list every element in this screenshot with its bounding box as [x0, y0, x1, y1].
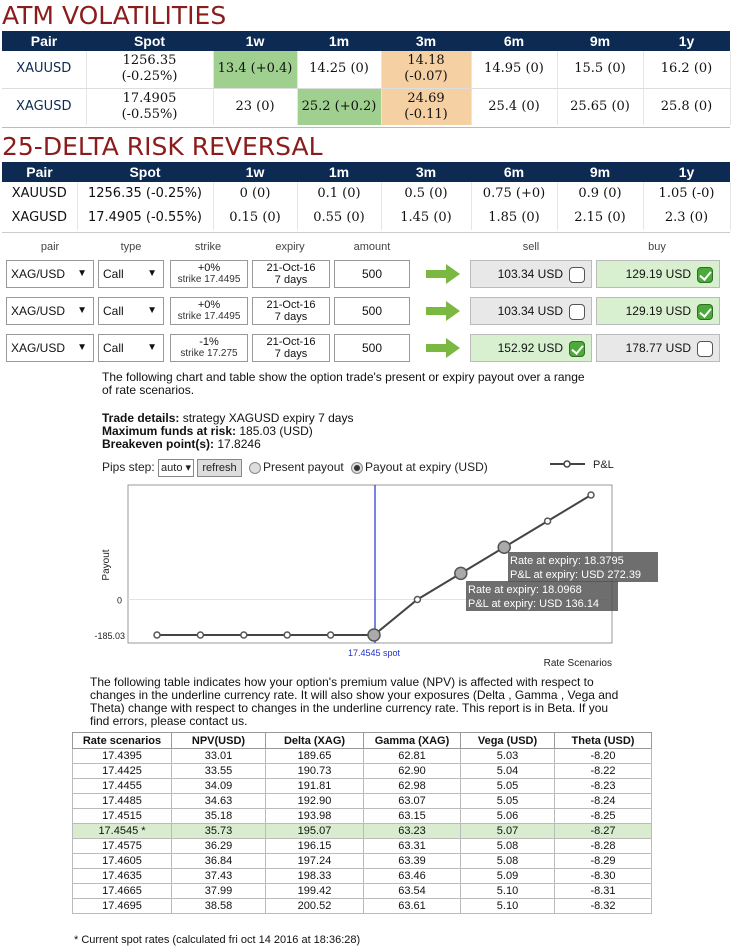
- table-cell: 5.10: [461, 899, 555, 914]
- rr-cell: 2.15 (0): [557, 206, 643, 230]
- buy-price-button[interactable]: 178.77 USD: [596, 334, 720, 362]
- table-row: [2, 88, 730, 125]
- table-cell: 5.06: [461, 809, 555, 824]
- table-cell: -8.25: [555, 809, 652, 824]
- tooltip-line: P&L at expiry: USD 136.14: [468, 598, 600, 610]
- data-point: [368, 629, 380, 641]
- table-row: [73, 869, 652, 884]
- rr-cell: 0.5 (0): [381, 182, 471, 206]
- order-row: [6, 260, 726, 290]
- data-point: [498, 541, 510, 553]
- col-header: 1y: [643, 162, 730, 182]
- data-point: [545, 518, 551, 524]
- order-col-sell: sell: [522, 241, 540, 253]
- risk-reversal-title: 25-DELTA RISK REVERSAL: [2, 132, 323, 161]
- table-cell: -8.23: [555, 779, 652, 794]
- table-cell: -8.20: [555, 749, 652, 764]
- table-cell: 63.54: [364, 884, 461, 899]
- sell-checkbox[interactable]: [569, 304, 585, 320]
- table-cell: 5.09: [461, 869, 555, 884]
- rr-cell: 2.3 (0): [643, 206, 730, 230]
- tooltip-line: Rate at expiry: 18.0968: [468, 584, 582, 596]
- rr-cell: 0 (0): [213, 182, 297, 206]
- table-cell: 33.55: [172, 764, 266, 779]
- col-header: Gamma (XAG): [364, 733, 461, 749]
- order-col-strike: strike: [194, 241, 222, 253]
- table-cell: 63.07: [364, 794, 461, 809]
- table-cell: 33.01: [172, 749, 266, 764]
- data-point: [197, 632, 203, 638]
- table-cell: 17.4635: [73, 869, 172, 884]
- data-point: [455, 567, 467, 579]
- table-row: [2, 182, 730, 206]
- type-select[interactable]: Call ▼: [98, 334, 164, 362]
- dropdown-arrow-icon: ▼: [77, 342, 87, 353]
- order-row: [6, 297, 726, 327]
- table-cell: 197.24: [266, 854, 364, 869]
- arrow-right-icon: [426, 301, 460, 321]
- sensitivity-intro: The following table indicates how your option's premium value (NPV) is affected with respect to changes in the underline currency rate. It will also show your exposures (Delta , Gamma , Vega and Theta) change with respect to changes in the underline currency rate. This report is in Beta. If you find errors, please contact us.: [90, 675, 619, 728]
- vol-cell: 25.8 (0): [643, 88, 730, 125]
- trade-details: Trade details: strategy XAGUSD expiry 7 days Maximum funds at risk: 185.03 (USD) Breakeven point(s): 17.8246: [102, 411, 354, 451]
- risk-reversal-table: [2, 162, 731, 230]
- pair-cell: XAUUSD: [2, 182, 77, 206]
- table-cell: 192.90: [266, 794, 364, 809]
- table-row: [73, 854, 652, 869]
- buy-checkbox[interactable]: [697, 341, 713, 357]
- order-col-pair: pair: [40, 241, 60, 253]
- table-row: [73, 839, 652, 854]
- table-row: [73, 749, 652, 764]
- table-cell: 198.33: [266, 869, 364, 884]
- arrow-right-icon: [426, 264, 460, 284]
- buy-checkbox[interactable]: [697, 304, 713, 320]
- x-axis-label: Rate Scenarios: [543, 658, 612, 669]
- spot-cell: 1256.35 (-0.25%): [86, 51, 213, 88]
- data-point: [588, 492, 594, 498]
- col-header: 9m: [557, 31, 643, 51]
- vol-cell: 23 (0): [213, 88, 297, 125]
- data-point: [241, 632, 247, 638]
- dropdown-arrow-icon: ▼: [147, 342, 157, 353]
- expiry-payout-label: Payout at expiry (USD): [365, 460, 488, 475]
- table-cell: 200.52: [266, 899, 364, 914]
- divider: [2, 127, 730, 128]
- y-axis-label: Payout: [101, 549, 112, 581]
- spot-cell: 17.4905 (-0.55%): [86, 88, 213, 125]
- sell-price-button[interactable]: 103.34 USD: [470, 297, 592, 325]
- sens-header-row: [73, 733, 652, 749]
- present-payout-label: Present payout: [262, 460, 344, 475]
- table-cell: 63.46: [364, 869, 461, 884]
- rr-cell: 0.9 (0): [557, 182, 643, 206]
- table-cell: 37.43: [172, 869, 266, 884]
- table-cell: 17.4695: [73, 899, 172, 914]
- col-header: 6m: [471, 162, 557, 182]
- col-header: Spot: [86, 31, 213, 51]
- table-row: [73, 824, 652, 839]
- pair-cell: XAUUSD: [2, 51, 86, 88]
- table-cell: -8.27: [555, 824, 652, 839]
- table-cell: 17.4665: [73, 884, 172, 899]
- table-cell: 35.73: [172, 824, 266, 839]
- table-cell: 34.09: [172, 779, 266, 794]
- table-cell: 193.98: [266, 809, 364, 824]
- table-cell: 5.08: [461, 854, 555, 869]
- amount-input[interactable]: 500: [334, 297, 410, 325]
- col-header: 1y: [643, 31, 730, 51]
- expiry-input[interactable]: 21-Oct-16 7 days: [252, 297, 330, 325]
- table-cell: 191.81: [266, 779, 364, 794]
- table-cell: 189.65: [266, 749, 364, 764]
- data-point: [414, 597, 420, 603]
- spot-cell: 17.4905 (-0.55%): [77, 206, 213, 230]
- spot-cell: 1256.35 (-0.25%): [77, 182, 213, 206]
- table-cell: 5.04: [461, 764, 555, 779]
- order-col-buy: buy: [648, 241, 666, 253]
- table-cell: 17.4575: [73, 839, 172, 854]
- table-cell: 17.4485: [73, 794, 172, 809]
- col-header: 3m: [381, 31, 471, 51]
- table-cell: 62.81: [364, 749, 461, 764]
- type-select[interactable]: Call ▼: [98, 260, 164, 288]
- table-cell: 63.39: [364, 854, 461, 869]
- table-cell: 63.61: [364, 899, 461, 914]
- spot-label: 17.4545 spot: [347, 648, 401, 658]
- vol-cell: 14.95 (0): [471, 51, 557, 88]
- table-cell: 62.90: [364, 764, 461, 779]
- table-cell: 17.4515: [73, 809, 172, 824]
- data-point: [328, 632, 334, 638]
- rr-cell: 1.45 (0): [381, 206, 471, 230]
- buy-price-button[interactable]: 129.19 USD: [596, 260, 720, 288]
- buy-checkbox[interactable]: [697, 267, 713, 283]
- table-cell: -8.31: [555, 884, 652, 899]
- sell-price-button[interactable]: 152.92 USD: [470, 334, 592, 362]
- legend-label: P&L: [593, 459, 614, 471]
- vol-cell: 25.4 (0): [471, 88, 557, 125]
- legend-marker: [564, 461, 570, 467]
- table-cell: -8.32: [555, 899, 652, 914]
- table-cell: 35.18: [172, 809, 266, 824]
- table-cell: 17.4395: [73, 749, 172, 764]
- table-row: [2, 51, 730, 88]
- table-row: [73, 884, 652, 899]
- sell-checkbox[interactable]: [569, 341, 585, 357]
- atm-volatilities-table: [2, 31, 731, 125]
- strike-input[interactable]: +0% strike 17.4495: [170, 297, 248, 325]
- col-header: Theta (USD): [555, 733, 652, 749]
- col-header: 1w: [213, 31, 297, 51]
- payout-chart: [0, 455, 732, 670]
- table-cell: -8.30: [555, 869, 652, 884]
- rr-cell: 1.05 (-0): [643, 182, 730, 206]
- order-col-amount: amount: [353, 241, 391, 253]
- col-header: 1m: [297, 31, 381, 51]
- pair-cell: XAGUSD: [2, 206, 77, 230]
- footnote: * Current spot rates (calculated fri oct 14 2016 at 18:36:28): [74, 934, 361, 946]
- vol-cell: 15.5 (0): [557, 51, 643, 88]
- type-select[interactable]: Call ▼: [98, 297, 164, 325]
- table-row: [73, 764, 652, 779]
- dropdown-arrow-icon: ▼: [77, 268, 87, 279]
- table-cell: 190.73: [266, 764, 364, 779]
- vol-cell: 14.18 (-0.07): [381, 51, 471, 88]
- table-cell: 34.63: [172, 794, 266, 809]
- table-row: [73, 809, 652, 824]
- dropdown-arrow-icon: ▼: [147, 305, 157, 316]
- sell-checkbox[interactable]: [569, 267, 585, 283]
- sell-price-button[interactable]: 103.34 USD: [470, 260, 592, 288]
- table-cell: 37.99: [172, 884, 266, 899]
- divider: [2, 232, 730, 233]
- table-cell: 199.42: [266, 884, 364, 899]
- atm-volatilities-title: ATM VOLATILITIES: [2, 1, 227, 30]
- col-header: 1m: [297, 162, 381, 182]
- table-cell: 17.4425: [73, 764, 172, 779]
- rr-cell: 1.85 (0): [471, 206, 557, 230]
- pips-step-label: Pips step:: [102, 460, 155, 475]
- table-cell: 63.15: [364, 809, 461, 824]
- order-col-type: type: [120, 241, 142, 253]
- order-col-expiry: expiry: [275, 241, 305, 253]
- refresh-button[interactable]: refresh: [197, 459, 241, 477]
- rr-cell: 0.55 (0): [297, 206, 381, 230]
- col-header: 6m: [471, 31, 557, 51]
- table-cell: -8.29: [555, 854, 652, 869]
- rr-cell: 0.15 (0): [213, 206, 297, 230]
- table-cell: 17.4605: [73, 854, 172, 869]
- col-header: Rate scenarios: [73, 733, 172, 749]
- table-cell: -8.24: [555, 794, 652, 809]
- atm-header-row: [2, 31, 730, 51]
- table-cell: 17.4545 *: [73, 824, 172, 839]
- pair-cell: XAGUSD: [2, 88, 86, 125]
- dropdown-arrow-icon: ▼: [147, 268, 157, 279]
- col-header: NPV(USD): [172, 733, 266, 749]
- table-row: [73, 794, 652, 809]
- tooltip-line: Rate at expiry: 18.3795: [510, 555, 624, 567]
- table-cell: 5.05: [461, 794, 555, 809]
- expiry-input[interactable]: 21-Oct-16 7 days: [252, 260, 330, 288]
- table-cell: 36.29: [172, 839, 266, 854]
- vol-cell: 25.2 (+0.2): [297, 88, 381, 125]
- expiry-input[interactable]: 21-Oct-16 7 days: [252, 334, 330, 362]
- table-cell: 63.31: [364, 839, 461, 854]
- table-cell: 62.98: [364, 779, 461, 794]
- vol-cell: 13.4 (+0.4): [213, 51, 297, 88]
- rr-cell: 0.75 (+0): [471, 182, 557, 206]
- sensitivity-table: [72, 732, 652, 914]
- table-row: [73, 899, 652, 914]
- vol-cell: 24.69 (-0.11): [381, 88, 471, 125]
- table-cell: 5.10: [461, 884, 555, 899]
- order-row: [6, 334, 726, 364]
- chart-intro-text: The following chart and table show the option trade's present or expiry payout over a range of rate scenarios.: [102, 370, 585, 397]
- pair-select[interactable]: XAG/USD ▼: [6, 260, 94, 288]
- y-tick-label: -185.03: [94, 631, 125, 641]
- strike-input[interactable]: +0% strike 17.4495: [170, 260, 248, 288]
- amount-input[interactable]: 500: [334, 260, 410, 288]
- table-cell: 5.07: [461, 824, 555, 839]
- rr-cell: 0.1 (0): [297, 182, 381, 206]
- col-header: Pair: [2, 162, 77, 182]
- pips-step-select[interactable]: auto ▾: [158, 459, 194, 477]
- table-cell: 36.84: [172, 854, 266, 869]
- col-header: Delta (XAG): [266, 733, 364, 749]
- table-cell: 5.08: [461, 839, 555, 854]
- amount-input[interactable]: 500: [334, 334, 410, 362]
- table-cell: 38.58: [172, 899, 266, 914]
- y-tick-label: 0: [116, 595, 122, 606]
- table-cell: -8.28: [555, 839, 652, 854]
- col-header: 3m: [381, 162, 471, 182]
- vol-cell: 25.65 (0): [557, 88, 643, 125]
- rr-header-row: [2, 162, 730, 182]
- data-point: [154, 632, 160, 638]
- data-point: [284, 632, 290, 638]
- col-header: Spot: [77, 162, 213, 182]
- table-cell: 196.15: [266, 839, 364, 854]
- table-row: [2, 206, 730, 230]
- table-row: [73, 779, 652, 794]
- vol-cell: 14.25 (0): [297, 51, 381, 88]
- table-cell: -8.22: [555, 764, 652, 779]
- buy-price-button[interactable]: 129.19 USD: [596, 297, 720, 325]
- table-cell: 17.4455: [73, 779, 172, 794]
- strike-input[interactable]: -1% strike 17.275: [170, 334, 248, 362]
- table-cell: 5.05: [461, 779, 555, 794]
- pair-select[interactable]: XAG/USD ▼: [6, 297, 94, 325]
- col-header: 1w: [213, 162, 297, 182]
- arrow-right-icon: [426, 338, 460, 358]
- table-cell: 63.23: [364, 824, 461, 839]
- col-header: 9m: [557, 162, 643, 182]
- pair-select[interactable]: XAG/USD ▼: [6, 334, 94, 362]
- dropdown-arrow-icon: ▼: [77, 305, 87, 316]
- table-cell: 5.03: [461, 749, 555, 764]
- tooltip-line: P&L at expiry: USD 272.39: [510, 569, 642, 581]
- table-cell: 195.07: [266, 824, 364, 839]
- vol-cell: 16.2 (0): [643, 51, 730, 88]
- col-header: Vega (USD): [461, 733, 555, 749]
- col-header: Pair: [2, 31, 86, 51]
